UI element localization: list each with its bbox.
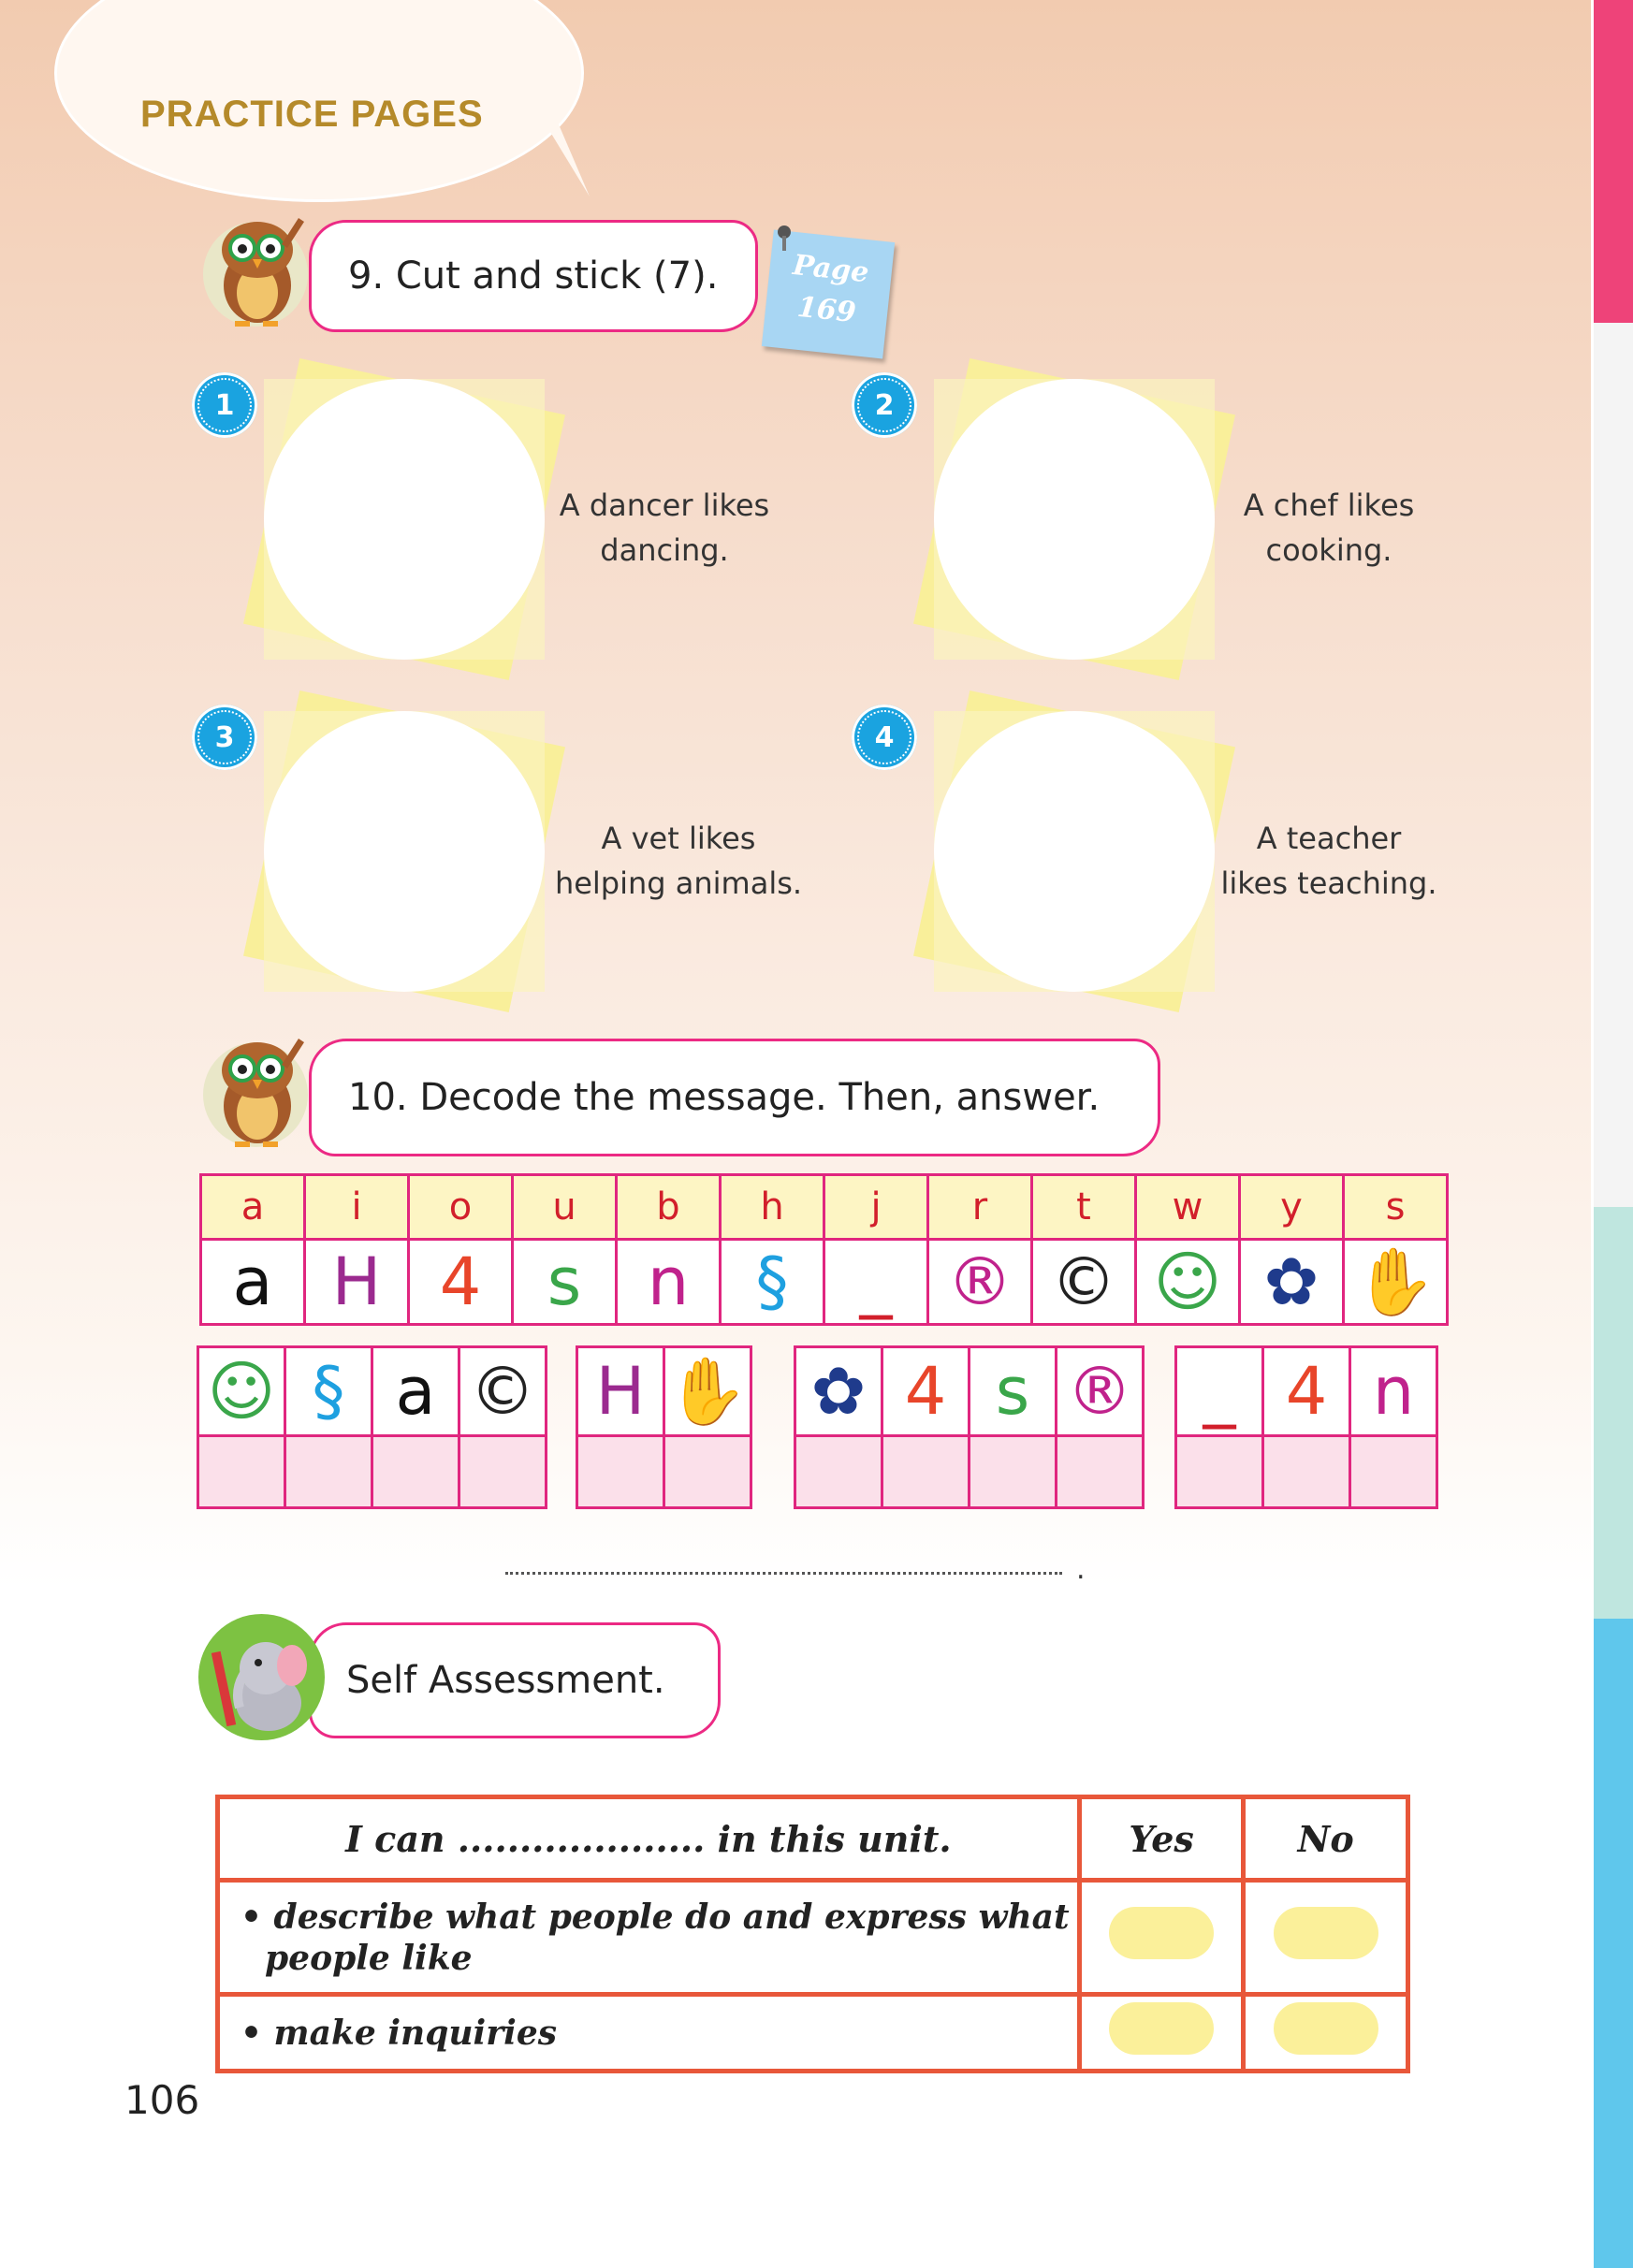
answer-letter-box[interactable] [882,1436,970,1508]
code-symbol: s [970,1347,1057,1436]
owl-icon [201,1031,313,1153]
code-word-4 [1174,1345,1438,1509]
answer-letter-box[interactable] [1263,1436,1350,1508]
key-symbol: H [305,1240,409,1325]
self-assessment-heading: Self Assessment. [346,1659,665,1702]
key-letter: s [1344,1175,1448,1240]
key-symbol: ® [928,1240,1032,1325]
key-symbol: n [617,1240,721,1325]
edge-strip-pink [1594,0,1633,323]
answer-letter-box[interactable] [664,1436,751,1508]
key-letter: h [721,1175,824,1240]
item-number-badge: 4 [852,705,917,770]
exercise10-heading: 10. Decode the message. Then, answer. [348,1076,1101,1119]
key-letter: j [824,1175,928,1240]
code-symbol: ✋ [664,1347,751,1436]
elephant-icon [198,1614,325,1740]
key-symbol: a [201,1240,305,1325]
key-letter: w [1136,1175,1240,1240]
key-symbol: _ [824,1240,928,1325]
owl-icon [201,211,313,332]
code-key-table [199,1173,1449,1326]
key-letter: b [617,1175,721,1240]
key-symbol: ✿ [1240,1240,1344,1325]
picture-frame-3[interactable] [264,711,545,992]
caption-4: A teacher likes teaching. [1220,821,1437,901]
code-symbol: ☺ [198,1347,285,1436]
edge-strip-blue [1594,1619,1633,2268]
picture-frame-1[interactable] [264,379,545,660]
yes-checkbox[interactable] [1109,1907,1214,1959]
pin-icon [775,225,794,253]
code-word-2 [576,1345,752,1509]
answer-letter-box[interactable] [285,1436,372,1508]
key-letter: y [1240,1175,1344,1240]
code-symbol: n [1350,1347,1437,1436]
self-assessment-table [215,1795,1410,2073]
key-letter: a [201,1175,305,1240]
code-symbol: 4 [882,1347,970,1436]
answer-letter-box[interactable] [1057,1436,1144,1508]
key-symbol: 4 [409,1240,513,1325]
answer-line-period: . [1076,1553,1086,1586]
code-symbol: a [372,1347,459,1436]
answer-letter-box[interactable] [372,1436,459,1508]
code-symbol: © [459,1347,547,1436]
item-number-badge: 1 [192,372,257,438]
no-header: No [1244,1797,1408,1881]
statement-row-1: • describe what people do and express what people like [218,1881,1080,1995]
key-letter: u [513,1175,617,1240]
answer-letter-box[interactable] [459,1436,547,1508]
caption-2: A chef likes cooking. [1243,487,1415,568]
code-symbol: ✿ [795,1347,882,1436]
edge-strip-teal [1594,1207,1633,1619]
no-checkbox[interactable] [1274,2002,1378,2055]
answer-letter-box[interactable] [1350,1436,1437,1508]
answer-letter-box[interactable] [795,1436,882,1508]
yes-checkbox[interactable] [1109,2002,1214,2055]
picture-frame-2[interactable] [934,379,1215,660]
exercise9-heading: 9. Cut and stick (7). [348,254,719,298]
note-page-number: 169 [795,290,858,330]
no-checkbox[interactable] [1274,1907,1378,1959]
item-number-badge: 2 [852,372,917,438]
page-number: 106 [124,2077,200,2123]
answer-line[interactable] [505,1572,1062,1575]
bubble-tail [524,89,599,201]
page-title: PRACTICE PAGES [140,94,484,135]
code-word-1 [197,1345,547,1509]
yes-header: Yes [1079,1797,1244,1881]
answer-letter-box[interactable] [577,1436,664,1508]
item-number-badge: 3 [192,705,257,770]
statement-row-2: • make inquiries [218,1995,1080,2072]
answer-letter-box[interactable] [970,1436,1057,1508]
caption-3: A vet likes helping animals. [554,821,803,901]
key-letter: i [305,1175,409,1240]
code-symbol: _ [1176,1347,1263,1436]
code-word-3 [794,1345,1145,1509]
key-symbol: ☺ [1136,1240,1240,1325]
caption-1: A dancer likes dancing. [559,487,770,568]
picture-frame-4[interactable] [934,711,1215,992]
code-symbol: H [577,1347,664,1436]
key-letter: t [1032,1175,1136,1240]
key-symbol: § [721,1240,824,1325]
code-symbol: § [285,1347,372,1436]
answer-letter-box[interactable] [198,1436,285,1508]
answer-letter-box[interactable] [1176,1436,1263,1508]
statement-header: I can .................... in this unit. [218,1797,1080,1881]
key-letter: o [409,1175,513,1240]
key-symbol: ✋ [1344,1240,1448,1325]
key-symbol: © [1032,1240,1136,1325]
key-symbol: s [513,1240,617,1325]
key-letter: r [928,1175,1032,1240]
code-symbol: ® [1057,1347,1144,1436]
code-symbol: 4 [1263,1347,1350,1436]
note-page-label: Page [791,248,871,290]
